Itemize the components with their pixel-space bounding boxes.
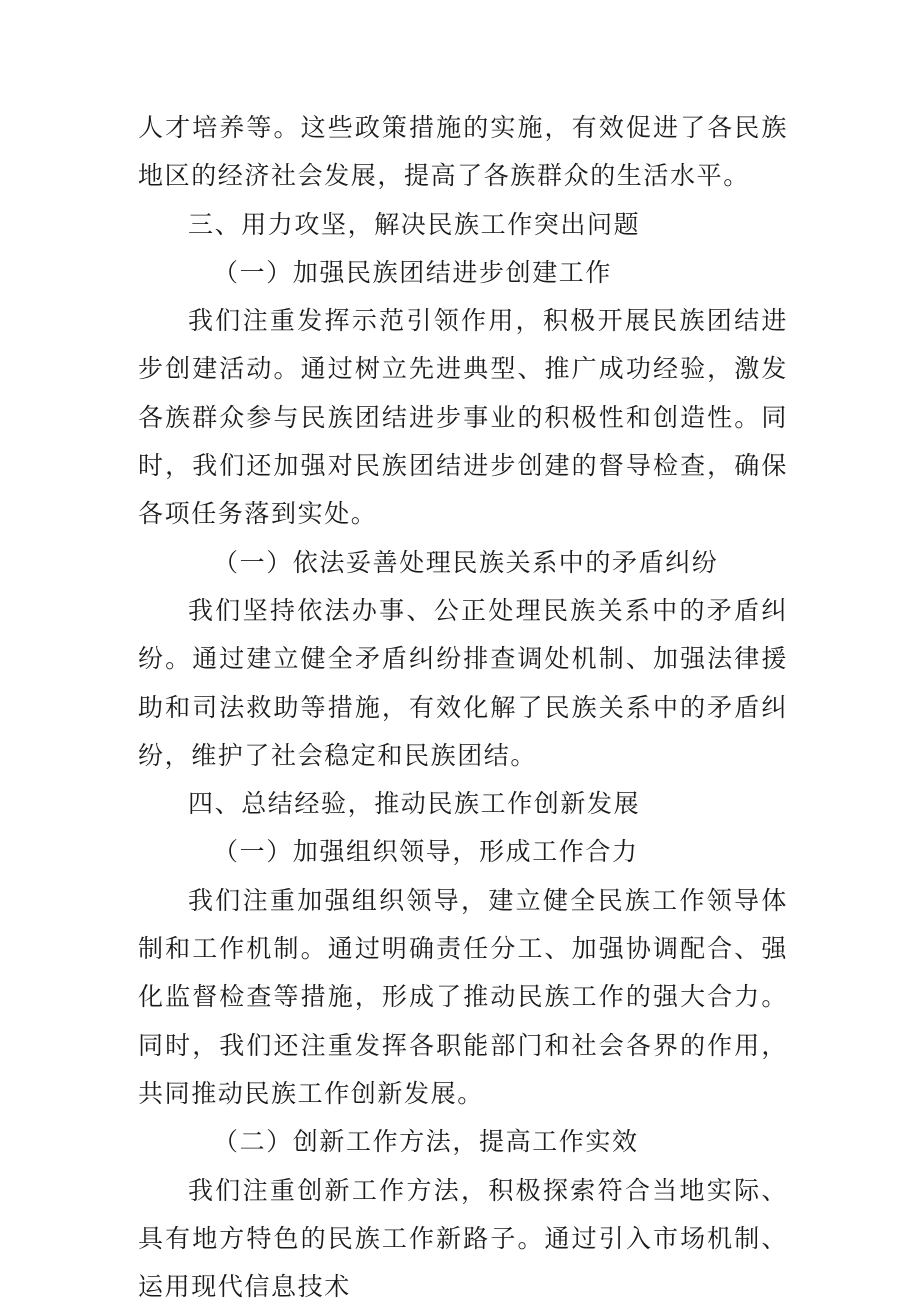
- section-heading-3: 三、用力攻坚，解决民族工作突出问题: [188, 209, 641, 239]
- section-heading-4: 四、总结经验，推动民族工作创新发展: [188, 789, 641, 819]
- paragraph: 我们坚持依法办事、公正处理民族关系中的矛盾纠纷。通过建立健全矛盾纠纷排查调处机制、加强法律援助和司法救助等措施，有效化解了民族关系中的矛盾纠纷，维护了社会稳定和民族团结。: [138, 595, 788, 770]
- paragraph: 我们注重加强组织领导，建立健全民族工作领导体制和工作机制。通过明确责任分工、加强协调配合、强化监督检查等措施，形成了推动民族工作的强大合力。同时，我们还注重发挥各职能部门和社会各界的作用，共同推动民族工作创新发展。: [138, 885, 788, 1108]
- paragraph: 我们注重创新工作方法，积极探索符合当地实际、具有地方特色的民族工作新路子。通过引入市场机制、运用现代信息技术: [138, 1175, 788, 1302]
- subsection-heading: （一）加强组织领导，形成工作合力: [213, 837, 639, 867]
- document-body: [138, 104, 788, 1311]
- subsection-heading: （一）加强民族团结进步创建工作: [213, 257, 613, 287]
- paragraph-continuation: 人才培养等。这些政策措施的实施，有效促进了各民族地区的经济社会发展，提高了各族群众的生活水平。: [138, 113, 788, 191]
- paragraph: 我们注重发挥示范引领作用，积极开展民族团结进步创建活动。通过树立先进典型、推广成功经验，激发各族群众参与民族团结进步事业的积极性和创造性。同时，我们还加强对民族团结进步创建的督导检查，确保各项任务落到实处。: [138, 306, 788, 529]
- subsection-heading: （一）依法妥善处理民族关系中的矛盾纠纷: [213, 547, 719, 577]
- subsection-heading: （二）创新工作方法，提高工作实效: [213, 1127, 639, 1157]
